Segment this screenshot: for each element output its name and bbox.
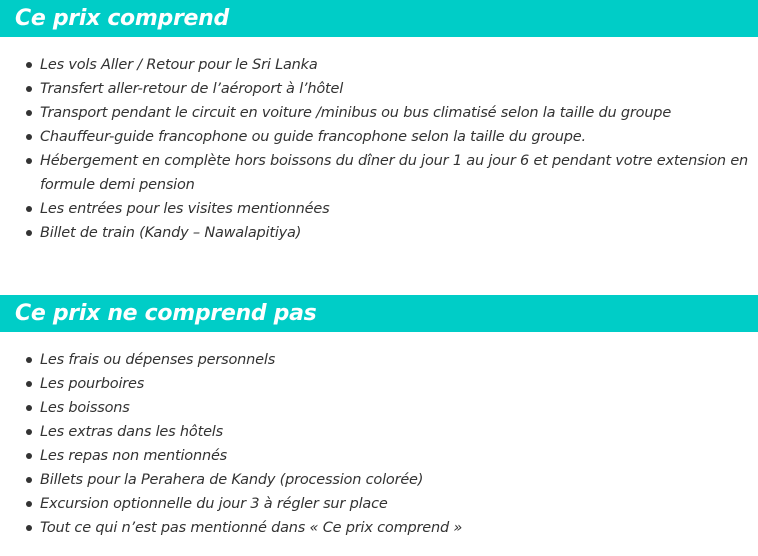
bullet-icon bbox=[26, 158, 32, 164]
bullet-icon bbox=[26, 405, 32, 411]
bullet-icon bbox=[26, 206, 32, 212]
list-item bbox=[0, 53, 758, 77]
bullet-icon bbox=[26, 525, 32, 531]
list-item-text: Les repas non mentionnés bbox=[40, 448, 228, 464]
list-item bbox=[0, 420, 758, 444]
list-item bbox=[0, 444, 758, 468]
list-item-text: Tout ce qui n’est pas mentionné dans « Ce prix comprend » bbox=[40, 520, 463, 536]
list-item bbox=[0, 101, 758, 125]
list-item-text: Les boissons bbox=[40, 400, 130, 416]
included-heading: Ce prix comprend bbox=[0, 0, 758, 37]
included-list bbox=[0, 53, 758, 245]
list-item-text: Les frais ou dépenses personnels bbox=[40, 352, 276, 368]
list-item-text: Billets pour la Perahera de Kandy (procession colorée) bbox=[40, 472, 424, 488]
list-item bbox=[0, 197, 758, 221]
list-item bbox=[0, 125, 758, 149]
list-item bbox=[0, 372, 758, 396]
list-item-text: Transfert aller-retour de l’aéroport à l’hôtel bbox=[40, 81, 344, 97]
included-section bbox=[0, 0, 758, 245]
list-item-text: Chauffeur-guide francophone ou guide francophone selon la taille du groupe. bbox=[40, 129, 586, 145]
list-item bbox=[0, 516, 758, 540]
bullet-icon bbox=[26, 86, 32, 92]
list-item bbox=[0, 396, 758, 420]
list-item bbox=[0, 221, 758, 245]
list-item bbox=[0, 468, 758, 492]
bullet-icon bbox=[26, 381, 32, 387]
list-item-text: Les entrées pour les visites mentionnées bbox=[40, 201, 330, 217]
bullet-icon bbox=[26, 429, 32, 435]
list-item-text: Billet de train (Kandy – Nawalapitiya) bbox=[40, 225, 302, 241]
list-item-text: Transport pendant le circuit en voiture /minibus ou bus climatisé selon la taille du groupe bbox=[40, 105, 672, 121]
bullet-icon bbox=[26, 453, 32, 459]
excluded-list bbox=[0, 348, 758, 540]
list-item bbox=[0, 149, 758, 197]
excluded-heading: Ce prix ne comprend pas bbox=[0, 295, 758, 332]
bullet-icon bbox=[26, 501, 32, 507]
list-item bbox=[0, 492, 758, 516]
list-item-text: Excursion optionnelle du jour 3 à régler sur place bbox=[40, 496, 388, 512]
bullet-icon bbox=[26, 110, 32, 116]
list-item-text: Les vols Aller / Retour pour le Sri Lanka bbox=[40, 57, 318, 73]
bullet-icon bbox=[26, 134, 32, 140]
bullet-icon bbox=[26, 357, 32, 363]
bullet-icon bbox=[26, 477, 32, 483]
list-item bbox=[0, 77, 758, 101]
list-item-text: Les extras dans les hôtels bbox=[40, 424, 223, 440]
bullet-icon bbox=[26, 62, 32, 68]
excluded-section bbox=[0, 295, 758, 540]
bullet-icon bbox=[26, 230, 32, 236]
list-item-text: Les pourboires bbox=[40, 376, 145, 392]
list-item-text: Hébergement en complète hors boissons du dîner du jour 1 au jour 6 et pendant votre extension en formule demi pension bbox=[40, 153, 749, 193]
list-item bbox=[0, 348, 758, 372]
